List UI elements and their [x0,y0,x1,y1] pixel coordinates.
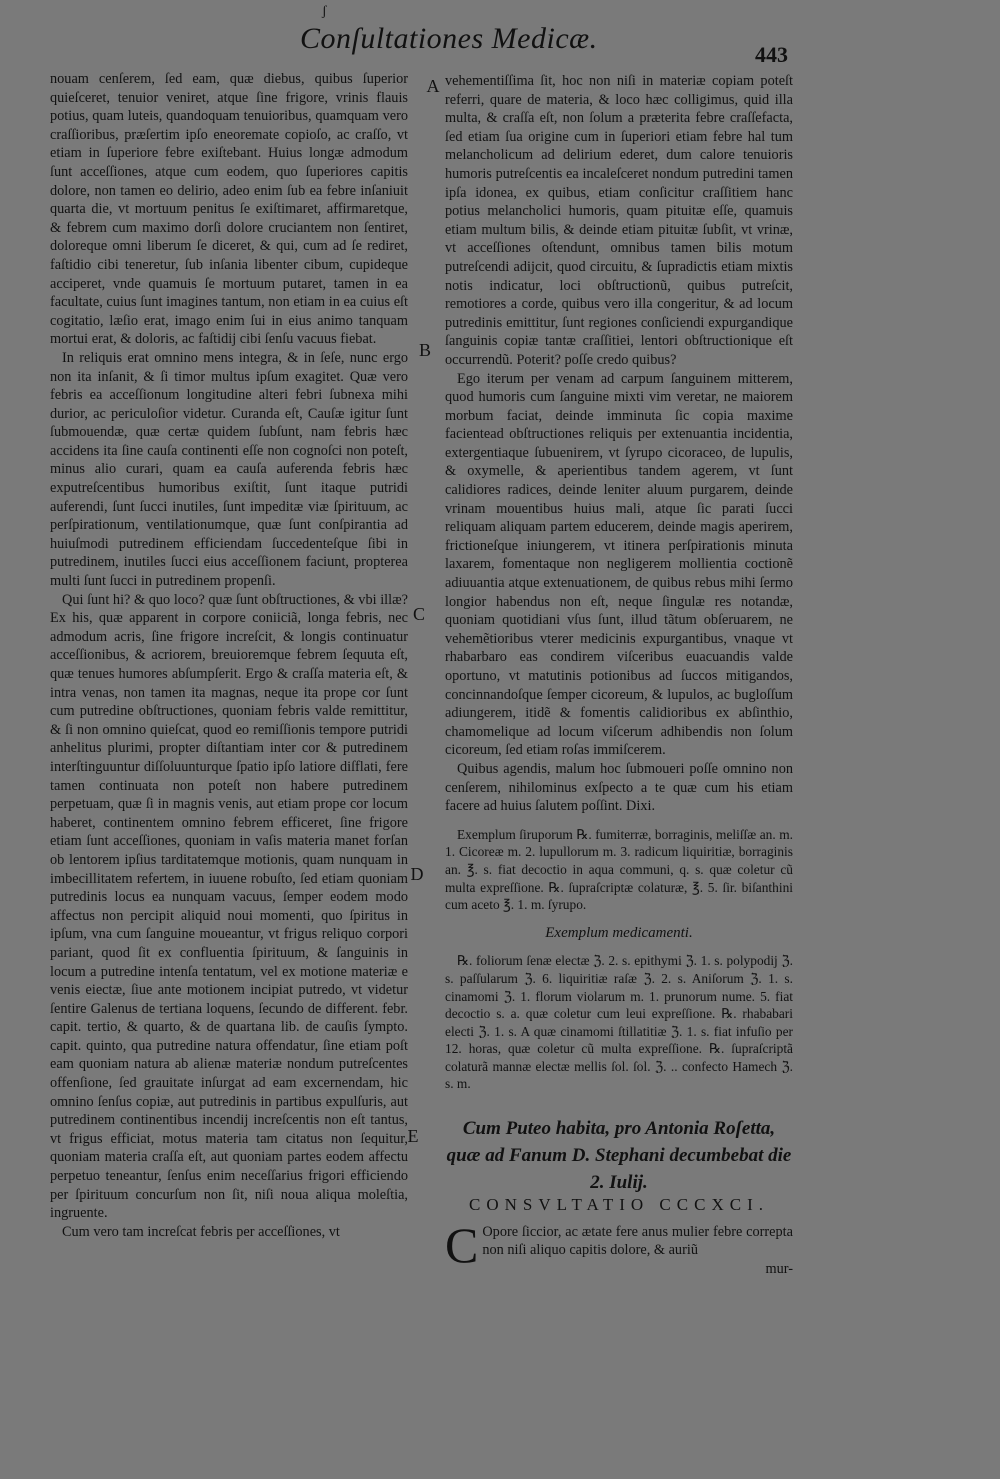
margin-marker-d: D [410,864,424,884]
right-paragraph: vehementiſſima ſit, hoc non niſi in materiæ copiam poteſt referri, quare de materia, & loco hæc colligimus, quid illa multa, & craſſa eſt, non ſolum a præterita febre craſſefacta, ſed etiam ſua origine cum in ſuperiori etiam febre hal tum melancholicum ad delirium ederet, dum calore tenuioris humoris putreſcentis ea incaleſceret nondum putredini tamen ipſa idonea, ex quibus, etiam conſicitur craſſitiem hanc potius melancholici humoris, quam pituitæ eſſe, quamuis etiam multum bilis, & deinde etiam pituitæ ſubſit, vt vrinæ, vt acceſſiones oſtendunt, omnibus tamen bilis motum putreſcendi adijcit, quod circuitu, & ſupradictis etiam mixtis notis indicatur, loci obſtructionũ, quibus putreſcit, remotiores a corde, quibus vero illa congeritur, & ad locum putredinis emittitur, ſunt regiones conſiciendi expurgandique ſanguinis copiæ tantæ craſſitiei, lentori obſtructionique eſt occurrendũ. Poterit? poſſe credo quibus? [445,73,793,368]
catchword: mur- [765,1260,793,1277]
consultatio-heading: CONSVLTATIO CCCXCI. [469,1195,769,1215]
right-paragraph: Ego iterum per venam ad carpum ſanguinem mitterem, quod humoris cum ſanguine mixti vim veretar, ne maiorem morbum faciat, deinde imminuta ſic copia maxime facientead obſtructiones reliquis per extenuantia incidentia, extergentiaque ſubuenirem, vt ſyrupo cicoraceo, de lupulis, & oxymelle, & aperientibus tandem agerem, vt ſunt calidiores radices, deinde leniter aluum purgarem, deinde vrinam mouentibus huius mali, atque ſic parati ſucci reliquam aliquam partem educerem, deinde magis aperirem, frictioneſque iniungerem, vt itinera perſpirationis minuta laxarem, fomentaque non negligerem mollientia coctionẽ adiuuantia atque extenuationem, de quibus rebus mihi ſermo longior habendus non eſt, neque ſingulæ res notandæ, quoniam quotidiani vſus ſunt, illud tãtum obſeruarem, ne vehemẽtioribus vterer medicinis expurgantibus, vnaque vt rhabarbaro eas condirem viſceribus euacuandis valde oportuno, vt matutinis potionibus ad ſuccos mitigandos, concinnandoſque ſemper cicoreum, & lupulos, ac bugloſſum adiungerem, itidẽ & fomentis calidioribus ex abſinthio, chamomelique ad locum viſcerum adhibendis non ſolum cicoreum, ſed etiam roſas immiſcerem. [445,370,793,759]
margin-marker-c: C [412,604,425,624]
left-paragraph: Cum vero tam increſcat febris per acceſſiones, vt [62,1223,340,1240]
drop-capital: C [445,1216,479,1273]
margin-marker-e: E [407,1126,419,1146]
left-text-column [50,70,408,1241]
medicament-heading: Exemplum medicamenti. [545,924,693,941]
syrup-recipe: Exemplum ſiruporum ℞. fumiterræ, borraginis, meliſſæ an. m. 1. Cicoreæ m. 2. lupullorum m. 3. radicum liquiritiæ, borraginis an. ℥. s. fiat decoctio in aqua communi, q. s. quæ coletur cũ multa expreſſione. ℞. ſupraſcriptæ colaturæ, ℥. 5. ſir. biſanthini cum aceto ℥. 1. m. ſyrupo. [445,826,793,913]
left-paragraph: In reliquis erat omnino mens integra, & in ſeſe, nunc ergo non ita inſanit, & ſi timor multus ipſum exagitet. Quæ vero febris ea acceſſionum longitudine alteri febri ſubnexa mihi durior, ac periculoſior videtur. Curanda eſt, Cauſæ igitur ſunt ſubmouendæ, quæ certæ quidem ſubſunt, nam febris hæc accidens ita ſine cauſa continenti eſſe non cognoſci non poteſt, minus alio curari, quam ea cauſa auferenda febris hæc exputreſcentibus humoribus exiſtit, ſunt itaque putridi auferendi, ſunt ſucci inutiles, ſunt impeditæ viæ ſpirituum, ac perſpirationum, ventilationumque, quæ ſunt conſpirantia ad huiuſmodi putredinem efficiendam ſuccedenteſque ſibi in putredinem, inutiles ſucci eius acceſſionem faciunt, propterea multi ſunt ſucci in putredinem propenſi. [50,349,408,590]
page-mark: ʃ [322,4,327,19]
final-paragraph-text: Opore ſiccior, ac ætate fere anus mulier febre correpta non niſi aliquo capitis dolore, & auriũ [482,1223,793,1259]
folio-page-number: 443 [755,42,788,67]
margin-marker-a: A [426,76,440,96]
left-paragraph: nouam cenſerem, ſed eam, quæ diebus, quibus ſuperior quieſceret, tenuior veniret, atque ſine frigore, vrinis flauis potius, quam luteis, quandoquam tenuioribus, quamquam vero craſſioribus, præſertim ipſo eneoremate copioſo, ac craſſo, vt etiam in ſuperiore febre exiſtebant. Huius longæ admodum ſunt acceſſiones, atque cum eodem, quo ſuperiores capitis dolore, non tamen eo delirio, adeo enim ſub ea febre inſaniuit quarta die, vt mortuum penitus ſe exiſtimaret, affirmaretque, & febrem cum maximo dorſi dolore cruciantem non ſentiret, doloreque omni liberum ſe diceret, & qui, cum ad ſe rediret, faſtidio cibi teneretur, ſub inſania libenter cibum, cupideque acciperet, vnde quamuis ſe mortuum putaret, tamen in ea facultate, cuius ſunt imagines tantum, non etiam in ea cuius eſt cogitatio, læſio erat, imago enim ſui in eius animo tanquam mortui erat, & doloris, ac faſtidij cibi ſenſu vacuus fiebat. [50,71,408,348]
margin-marker-b: B [418,340,431,360]
right-paragraph: Quibus agendis, malum hoc ſubmoueri poſſe omnino non cenſerem, nihilominus exſpecto a te quæ cum his etiam facere ad huius ſalutem poſſint. Dixi. [445,760,793,815]
running-head: Conſultationes Medicæ. [300,22,598,55]
left-paragraph: Qui ſunt hi? & quo loco? quæ ſunt obſtructiones, & vbi illæ? Ex his, quæ apparent in corpore coniiciã, longa febris, nec admodum acris, ſine frigore increſcit, & longis continuatur acceſſionibus, & acriorem, breuioremque febrem ſequuta eſt, quæ tenues humores abſumpſerit. Ergo & craſſa materia eſt, & intra venas, non tamen ita magnas, neque ita prope cor ſunt cum putredine obſtructiones, quoniam febris valde remittitur, & ſi non omnino quieſcat, quod eo remiſſionis tempore putridi anhelitus plurimi, propter diſtantiam inter cor & putredinem interſtinguuntur diſſoluunturque ſpatio ipſo latiore diſflati, fere tamen continuata non poteſt non habere putredinem perpetuam, quæ ſi in magnis venis, aut etiam prope cor locum haberet, continentem omnino febrem efficeret, ſine frigore etiam ſunt acceſſiones, quoniam in vaſis materia manet forſan ob lentorem ipſius tarditatemque motionis, quam nunquam in imbecillitatem refertem, in iuuene robuſto, ſed etiam quoniam putredinis locus ea nunquam vacuus, ſemper eodem modo affectus non percipit aliquid noui momenti, quo ſpiritus in ipſum, vna cum ſanguine moueantur, vt frigus reliquo corpori pariant, quod ſit ex confluentia ſpirituum, & ſanguinis in locum a putredine intenſa tentatum, vel ex motione materiæ e venis eiectæ, ſiue ante motionem incipiat putredo, vt videtur ſentire Galenus de tertiana loquens, ſecundo de different. febr. capit. tertio, & quarto, & de quartana lib. de cauſis ſympto. capit. quinto, qua putredine natura offendatur, ſine etiam poſt eam quoniam natura ab alienæ materiæ nondum putreſcentes offenſione, ſed grauitate inſurgat ad eam excernendam, hic omnino ſenſus copiæ, aut putredinis in partibus expulſuris, aut putredinem continentibus incendij increſcentis non eſt tantus, vt frigus efficiat, motus materia tam citatus non ſequitur, quoniam materia craſſa eſt, aut quoniam partes eodem affectu perpetuo teneantur, ſenſus enim neceſſarius frigori efficiendo per ſpirituum concurſum non ſit, niſi noua aliqua moleſtia, ingruente. [50,591,408,1222]
medicament-recipe: ℞. foliorum ſenæ electæ ℨ. 2. s. epithymi ℨ. 1. s. polypodij ℨ. s. paſſularum ℨ. 6. liquiritiæ raſæ ℨ. 2. s. Aniſorum ℨ. 1. s. cinamomi ℨ. 1. florum violarum m. 1. prunorum nume. 5. fiat decoctio s. a. quæ coletur cum leui expreſſione. ℞. rhababari electi ℨ. 1. s. A quæ cinamomi ſtillatitiæ ℨ. 1. s. fiat infuſio per 12. horas, quæ coletur cũ multa expreſſione. ℞. ſupraſcriptã colaturã mannæ electæ mellis ſol. ſol. ℨ. .. confecto Hamech ℨ. s. m. [445,953,793,1092]
consultation-subtitle: Cum Puteo habita, pro Antonia Roſetta, quæ ad Fanum D. Stephani decumbebat die 2. Iulij. [446,1118,792,1194]
right-text-column [445,72,793,1278]
